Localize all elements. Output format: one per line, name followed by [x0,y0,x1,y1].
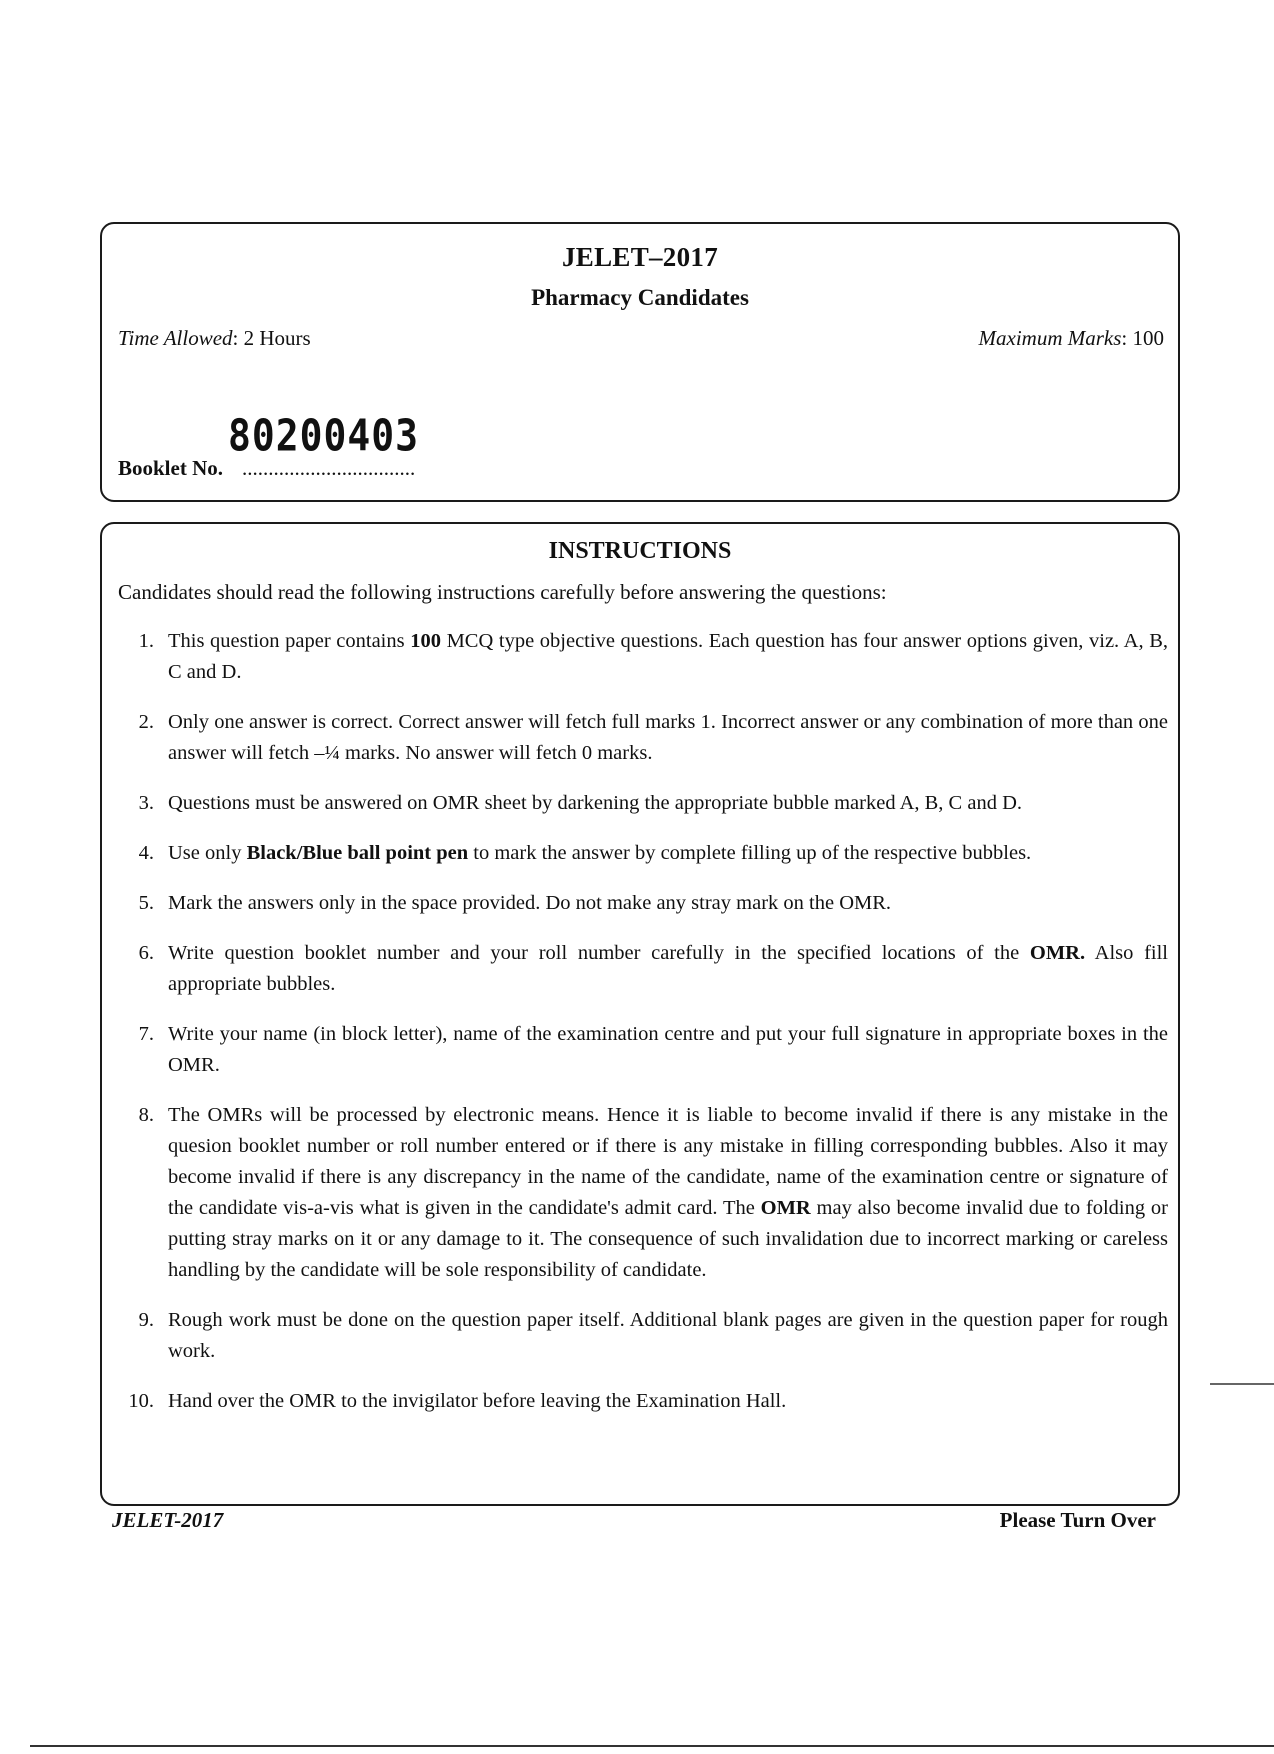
maximum-marks [979,326,1164,351]
instruction-number: 5. [138,892,154,914]
scan-edge-line [30,1745,1274,1747]
instruction-text [168,888,1168,919]
instructions-heading: INSTRUCTIONS [548,538,732,564]
instruction-text [168,838,1168,869]
instructions-panel [100,522,1180,1506]
instruction-emphasis: 100 [410,630,441,652]
scan-edge-mark [1210,1383,1274,1385]
instruction-text-part: MCQ type objective questions. Each question has four answer options given, viz. A, B, C and D. [168,630,1168,683]
booklet-label: Booklet No. [118,456,223,480]
maximum-marks-label: Maximum Marks [978,326,1122,350]
instruction-text-part: Use only [168,842,247,864]
instruction-text-part: Also fill appropriate bubbles. [168,942,1168,995]
instruction-number: 3. [138,792,154,814]
instruction-number: 7. [138,1023,154,1045]
instruction-text-part: to mark the answer by complete filling up of the respective bubbles. [468,842,1032,864]
instruction-item [118,1305,1168,1367]
instruction-text [168,1386,1168,1417]
booklet-number-line: ................................. [242,456,416,480]
instruction-item [118,626,1168,688]
instruction-text [168,1019,1168,1081]
instruction-item [118,1386,1168,1417]
instruction-text [168,788,1168,819]
instruction-emphasis: Black/Blue ball point pen [246,842,469,864]
exam-title: JELET–2017 [561,242,719,272]
instruction-item [118,1100,1168,1286]
time-allowed [118,326,311,351]
instruction-text [168,626,1168,688]
instruction-text-part: Rough work must be done on the question paper itself. Additional blank pages are given in the question paper for rough work. [168,1309,1168,1362]
instruction-text-part: Only one answer is correct. Correct answer will fetch full marks 1. Incorrect answer or any combination of more than one answer will fetch –¼ marks. No answer will fetch 0 marks. [168,711,1168,764]
instruction-number: 9. [138,1309,154,1331]
instruction-number: 4. [138,842,154,864]
instruction-text-part: Mark the answers only in the space provided. Do not make any stray mark on the OMR. [168,892,892,914]
instructions-list [118,626,1168,1436]
instructions-intro: Candidates should read the following instructions carefully before answering the questions: [118,580,887,604]
instruction-text [168,1305,1168,1367]
instruction-text-part: may also become invalid due to folding or putting stray marks on it or any damage to it. The consequence of such invalidation due to incorrect marking or careless handling by the candidate will be sole responsibility of candidate. [168,1197,1168,1281]
instruction-text-part: Write your name (in block letter), name of the examination centre and put your full signature in appropriate boxes in the OMR. [168,1023,1168,1076]
instruction-text [168,938,1168,1000]
time-allowed-label: Time Allowed [118,326,233,350]
instruction-emphasis: OMR [760,1197,811,1219]
instruction-number: 6. [138,942,154,964]
instruction-text-part: This question paper contains [168,630,411,652]
instruction-item [118,838,1168,869]
instruction-item [118,1019,1168,1081]
instruction-text [168,1100,1168,1286]
instruction-item [118,888,1168,919]
time-allowed-value: : 2 Hours [232,326,311,350]
instruction-number: 10. [128,1390,154,1412]
instruction-text-part: The OMRs will be processed by electronic means. Hence it is liable to become invalid if there is any mistake in the quesion booklet number or roll number entered or if there is any mistake in filling corresponding bubbles. Also it may become invalid if there is any discrepancy in the name of the candidate, name of the examination centre or signature of the candidate vis-a-vis what is given in the candidate's admit card. The [168,1104,1168,1219]
footer-exam-code: JELET-2017 [112,1508,224,1532]
header-panel [100,222,1180,502]
instruction-number: 1. [138,630,154,652]
instruction-item [118,788,1168,819]
instruction-text-part: Hand over the OMR to the invigilator before leaving the Examination Hall. [168,1390,787,1412]
booklet-number: 80200403 [228,410,420,461]
exam-subtitle: Pharmacy Candidates [531,285,749,310]
instruction-item [118,938,1168,1000]
instruction-emphasis: OMR. [1029,942,1086,964]
instruction-number: 8. [138,1104,154,1126]
instruction-text-part: Questions must be answered on OMR sheet by darkening the appropriate bubble marked A, B, C and D. [168,792,1022,814]
instruction-text [168,707,1168,769]
footer-turn-over: Please Turn Over [999,1508,1156,1532]
instruction-text-part: Write question booklet number and your roll number carefully in the specified locations of the [168,942,1030,964]
maximum-marks-value: : 100 [1121,326,1164,350]
instruction-item [118,707,1168,769]
instruction-number: 2. [138,711,154,733]
